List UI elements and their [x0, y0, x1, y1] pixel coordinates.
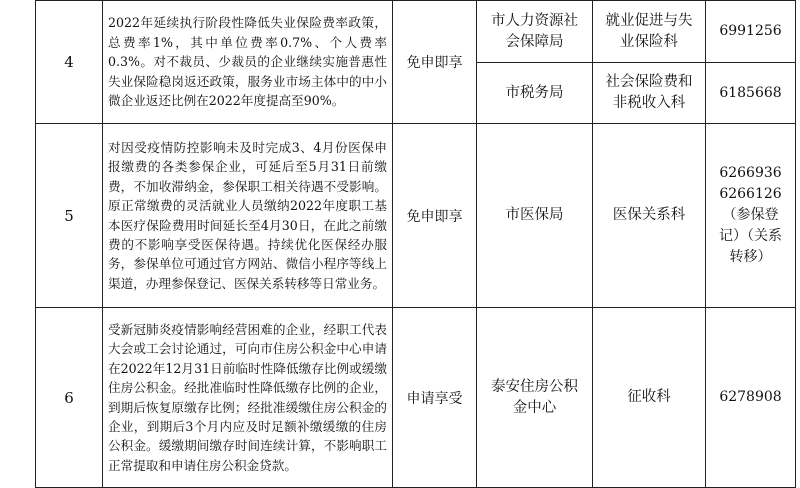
policy-content: 受新冠肺炎疫情影响经营困难的企业，经职工代表大会或工会讨论通过，可向市住房公积金中心申请在2022年12月31日前临时性降低缴存比例或缓缴住房公积金。经批准临时性降低缴存比例的企业，到期后恢复原缴存比例；经批准缓缴住房公积金的企业，到期后3个月内应及时足额补缴缓缴的住房公积金。缓缴期间缴存时间连续计算，不影响职工正常提取和申请住房公积金贷款。 — [103, 308, 393, 488]
application-mode: 免申即享 — [393, 1, 477, 124]
phone-number: 6185668 — [706, 63, 796, 124]
policy-content: 对因受疫情防控影响未及时完成3、4月份医保申报缴费的各类参保企业，可延后至5月31日前缴费，不加收滞纳金，参保职工相关待遇不受影响。原正常缴费的灵活就业人员缴纳2022年度职工基本医疗保险费用时间延长至4月30日，在此之前缴费的不影响享受医保待遇。持续优化医保经办服务，参保单位可通过官方网站、微信小程序等线上渠道，办理参保登记、医保关系转移等日常业务。 — [103, 124, 393, 308]
table-row — [36, 1, 796, 63]
office: 社会保险费和 非税收入科 — [593, 63, 706, 124]
department: 市税务局 — [477, 63, 593, 124]
office: 就业促进与失 业保险科 — [593, 1, 706, 63]
department: 市人力资源社 会保障局 — [477, 1, 593, 63]
office: 征收科 — [593, 308, 706, 488]
table-row — [36, 308, 796, 488]
phone-number: 6266936 6266126 （参保登 记）（关系 转移） — [706, 124, 796, 308]
table-row — [36, 124, 796, 308]
application-mode: 申请享受 — [393, 308, 477, 488]
phone-number: 6991256 — [706, 1, 796, 63]
policy-table — [35, 0, 796, 488]
department: 泰安住房公积 金中心 — [477, 308, 593, 488]
row-number: 6 — [36, 308, 103, 488]
application-mode: 免申即享 — [393, 124, 477, 308]
office: 医保关系科 — [593, 124, 706, 308]
row-number: 4 — [36, 1, 103, 124]
row-number: 5 — [36, 124, 103, 308]
phone-number: 6278908 — [706, 308, 796, 488]
policy-content: 2022年延续执行阶段性降低失业保险费率政策，总费率1%，其中单位费率0.7%、个人费率0.3%。对不裁员、少裁员的企业继续实施普惠性失业保险稳岗返还政策，服务业市场主体中的中小微企业返还比例在2022年度提高至90%。 — [103, 1, 393, 124]
department: 市医保局 — [477, 124, 593, 308]
